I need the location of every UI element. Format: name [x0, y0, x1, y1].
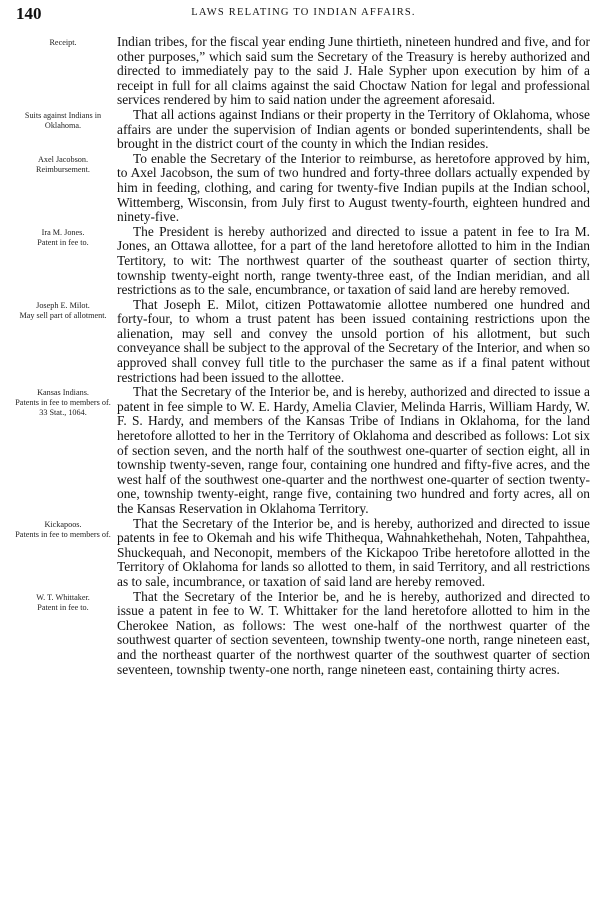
section-paragraph: The President is hereby authorized and directed to issue a patent in fee to Ira M. Jones, an Ottawa allottee, for a part of the land heretofore allotted to him in the Indian Tertitory, to wit: The northwest quarter of the southeast quarter of section thirty, township twenty-eight north, range twenty-three east, of the Indian meridian, and all restrictions as to the sale, encumbrance, or taxation of said land are hereby removed.	[117, 223, 590, 298]
statute-section	[0, 108, 600, 152]
statute-section	[0, 385, 600, 516]
statute-section	[0, 152, 600, 225]
statute-section	[0, 225, 600, 298]
statute-section	[0, 590, 600, 678]
section-paragraph: Indian tribes, for the fiscal year ending June thirtieth, nineteen hundred and five, and for other purposes,” which said sum the Secretary of the Treasury is hereby authorized and directed to immediately pay to the said J. Hale Sypher upon execution by him of a receipt in full for all claims against the said Choctaw Nation for legal and professional services rendered by him to said nation under the agreement aforesaid.	[117, 34, 590, 108]
margin-note-line: Suits against Indians in Oklahoma.	[24, 110, 102, 130]
margin-note-line: May sell part of allotment.	[19, 310, 107, 320]
margin-note-line: Kickapoos.	[44, 519, 82, 529]
margin-note	[8, 520, 118, 540]
statute-section	[0, 298, 600, 386]
page-header	[16, 4, 591, 26]
statute-section	[0, 517, 600, 590]
statute-sections	[0, 35, 600, 677]
section-paragraph: That the Secretary of the Interior be, and is hereby, authorized and directed to issue a patent in fee simple to W. E. Hardy, Amelia Clavier, Melinda Harris, William Hardy, W. F. S. Hardy, and members of the Kansas Tribe of Indians in Oklahoma, for the land heretofore allotted to her in the Territory of Oklahoma and described as follows: Lot six of section seven, and the north half of the southwest one-quarter of section eight, all in township twenty-seven, range four, containing one hundred and fifty-five acres, and the west half of the southwest one-quarter and the northwest one-quarter of section twenty-one, township twenty-eight, range five, containing two hundred and forty acres, all on the Kansas Reservation in Oklahoma Territory.	[117, 384, 590, 516]
section-paragraph: That the Secretary of the Interior be, and is hereby, authorized and directed to issue patents in fee to Okemah and his wife Thithequa, Wahnahkethehah, Noten, Tahpahthea, Shuckequah, and Neconopit, members of the Kickapoo Tribe heretofore allotted in the Territory of Oklahoma for lands so allotted to them, in said Territory, and all restrictions as to sale, incumbrance, or taxation of said land are hereby removed.	[117, 515, 590, 589]
margin-note-line: Kansas Indians.	[37, 388, 89, 398]
statute-section	[0, 35, 600, 108]
margin-note-line: W. T. Whittaker.	[36, 592, 90, 602]
margin-note-line: Patent in fee to.	[37, 237, 89, 247]
margin-note	[8, 593, 118, 613]
margin-note-line: Joseph E. Milot.	[36, 300, 90, 310]
margin-note	[8, 388, 118, 418]
margin-note-line: Receipt.	[49, 38, 77, 47]
margin-note	[8, 155, 118, 175]
running-head: LAWS RELATING TO INDIAN AFFAIRS.	[191, 7, 416, 18]
section-paragraph: That all actions against Indians or their property in the Territory of Oklahoma, whose affairs are under the supervision of Indian agents or bonded superintendents, shall be brought in the district court of the county in which the Indian resides.	[117, 106, 590, 152]
margin-note-line: Patents in fee to members of.	[15, 529, 111, 539]
margin-note-line: Patent in fee to.	[37, 602, 89, 612]
margin-note-line: Patents in fee to members of.	[15, 398, 111, 408]
section-paragraph: That the Secretary of the Interior be, and he is hereby, authorized and directed to issue a patent in fee to W. T. Whittaker for the land heretofore allotted to him in the Cherokee Nation, as follows: The west one-half of the northwest quarter of the southwest quarter of section seventeen, township twenty-one north, range nineteen east, and the northeast quarter of the northwest quarter of the southwest quarter of section seventeen, township twenty-one north, range nineteen east, containing thirty acres.	[117, 588, 590, 677]
margin-note-line: 33 Stat., 1064.	[39, 408, 87, 418]
margin-note-line: Ira M. Jones.	[41, 227, 85, 237]
margin-note	[8, 111, 118, 131]
margin-note-line: Axel Jacobson.	[37, 154, 89, 164]
page-number: 140	[16, 4, 42, 23]
margin-note	[8, 228, 118, 248]
margin-note	[8, 38, 118, 48]
margin-note	[8, 301, 118, 321]
section-paragraph: That Joseph E. Milot, citizen Pottawatomie allottee numbered one hundred and forty-four, to whom a trust patent has been issued containing restrictions upon the alienation, may sell and convey the unsold portion of his allotment, but such conveyance shall be subject to the approval of the Secretary of the Interior, and when so approved shall convey full title to the purchaser the same as if a final patent without restrictions had been issued to the allottee.	[117, 296, 590, 385]
margin-note-line: Reimbursement.	[36, 164, 90, 174]
section-paragraph: To enable the Secretary of the Interior to reimburse, as heretofore approved by him, to Axel Jacobson, the sum of two hundred and forty-three dollars actually expended by him in feeding, clothing, and caring for twenty-five Indian pupils at the Indian school, Wittemberg, Wisconsin, from July first to August twenty-fourth, eighteen hundred and ninety-five.	[117, 150, 590, 225]
